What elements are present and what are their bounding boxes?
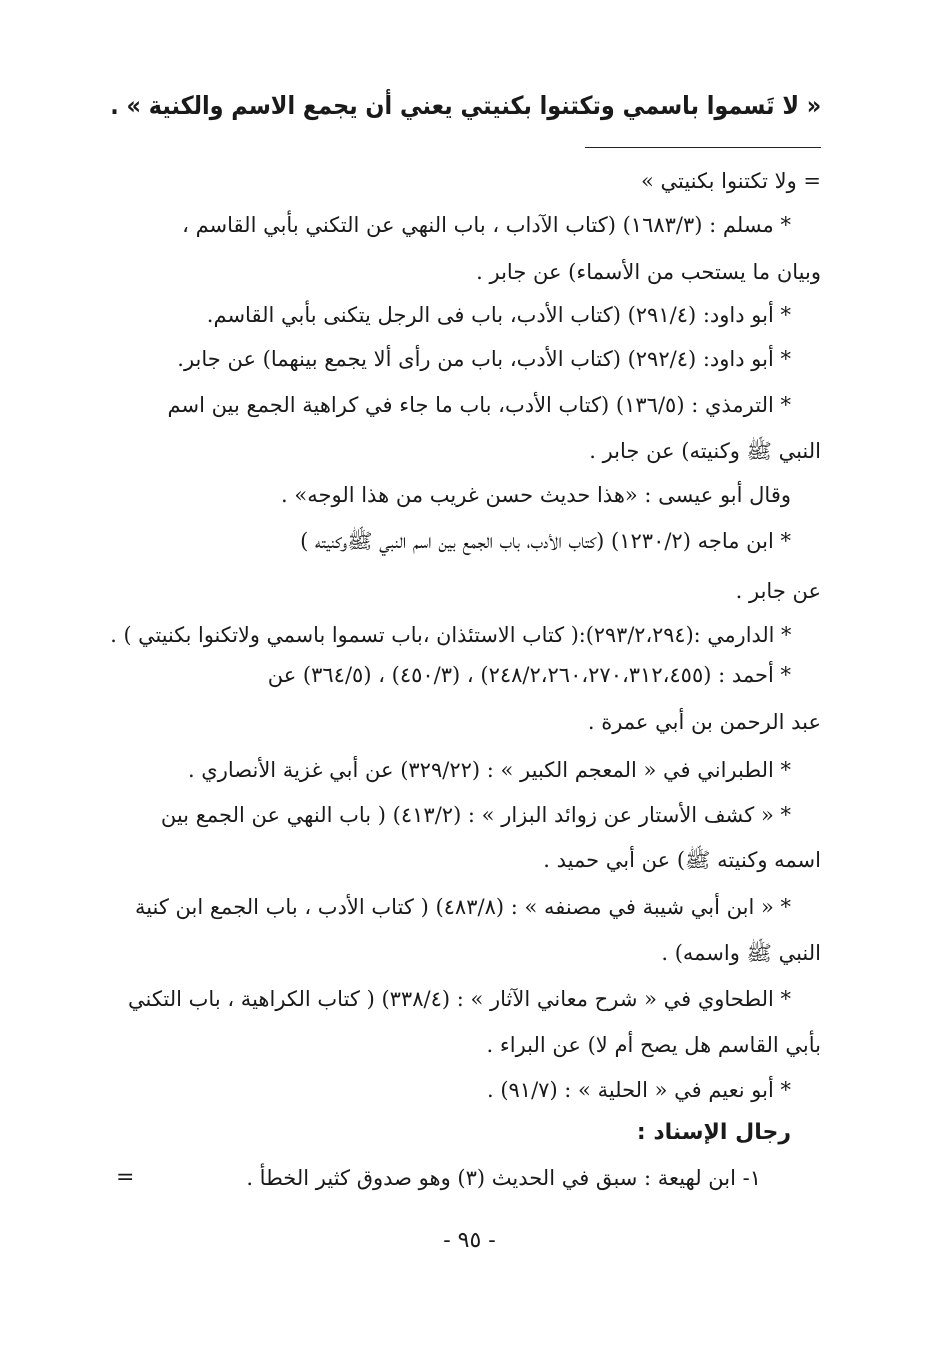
text-line: النبي ﷺ وكنيته) عن جابر .	[589, 439, 821, 463]
text-line: * أحمد : (٢٤٨/٢،٢٦٠،٢٧٠،٣١٢،٤٥٥) ، (٤٥٠/٣) ، (٣٦٤/٥) عن	[267, 663, 791, 687]
text-line: اسمه وكنيته ﷺ) عن أبي حميد .	[543, 848, 821, 872]
text-line: * ابن ماجه (١٢٣٠/٢) (كتاب الأدب، باب الجمع بين اسم النبي ﷺوكنيته )	[300, 529, 791, 553]
text-line: النبي ﷺ واسمه) .	[661, 941, 821, 965]
text-line: * « كشف الأستار عن زوائد البزار » : (٤١٣/٢) ( باب النهي عن الجمع بين	[160, 803, 791, 827]
text-line: * أبو داود: (٢٩٢/٤) (كتاب الأدب، باب من رأى ألا يجمع بينهما) عن جابر.	[177, 347, 791, 371]
text-line: * الترمذي : (١٣٦/٥) (كتاب الأدب، باب ما جاء في كراهية الجمع بين اسم	[167, 393, 791, 417]
text-line: عن جابر .	[735, 579, 821, 603]
text-line: * « ابن أبي شيبة في مصنفه » : (٤٨٣/٨) ( كتاب الأدب ، باب الجمع ابن كنية	[134, 895, 791, 919]
text-line: وقال أبو عيسى : «هذا حديث حسن غريب من هذا الوجه» .	[281, 483, 791, 507]
text-line: بأبي القاسم هل يصح أم لا) عن البراء .	[486, 1033, 821, 1057]
page-number: - ٩٥ -	[443, 1228, 496, 1253]
text-line: وبيان ما يستحب من الأسماء) عن جابر .	[476, 260, 821, 284]
text-line: = ولا تكتنوا بكنيتي »	[640, 169, 821, 193]
text-line: * الطبراني في « المعجم الكبير » : (٣٢٩/٢٢) عن أبي غزية الأنصاري .	[187, 758, 791, 782]
text-line: * مسلم : (١٦٨٣/٣) (كتاب الآداب ، باب النهي عن التكني بأبي القاسم ،	[182, 213, 791, 237]
title-rule	[585, 147, 821, 148]
text-line: * الطحاوي في « شرح معاني الآثار » : (٣٣٨/٤) ( كتاب الكراهية ، باب التكني	[127, 987, 791, 1011]
section-heading: رجال الإسناد :	[636, 1120, 791, 1145]
text-line: * الدارمي :(٢٩٣/٢،٢٩٤):( كتاب الاستئذان ،باب تسموا باسمي ولاتكنوا بكنيتي ) .	[109, 623, 791, 647]
text-line: * أبو داود: (٢٩١/٤) (كتاب الأدب، باب فى الرجل يتكنى بأبي القاسم.	[206, 303, 791, 327]
text-line: عبد الرحمن بن أبي عمرة .	[587, 710, 821, 734]
text-line: * أبو نعيم في « الحلية » : (٩١/٧) .	[486, 1078, 791, 1102]
text-line: ١- ابن لهيعة : سبق في الحديث (٣) وهو صدوق كثير الخطأ .	[246, 1166, 761, 1190]
continuation-mark: =	[116, 1165, 135, 1190]
hadith-title: « لا تَسموا باسمي وتكتنوا بكنيتي يعني أن يجمع الاسم والكنية » .	[110, 91, 821, 120]
